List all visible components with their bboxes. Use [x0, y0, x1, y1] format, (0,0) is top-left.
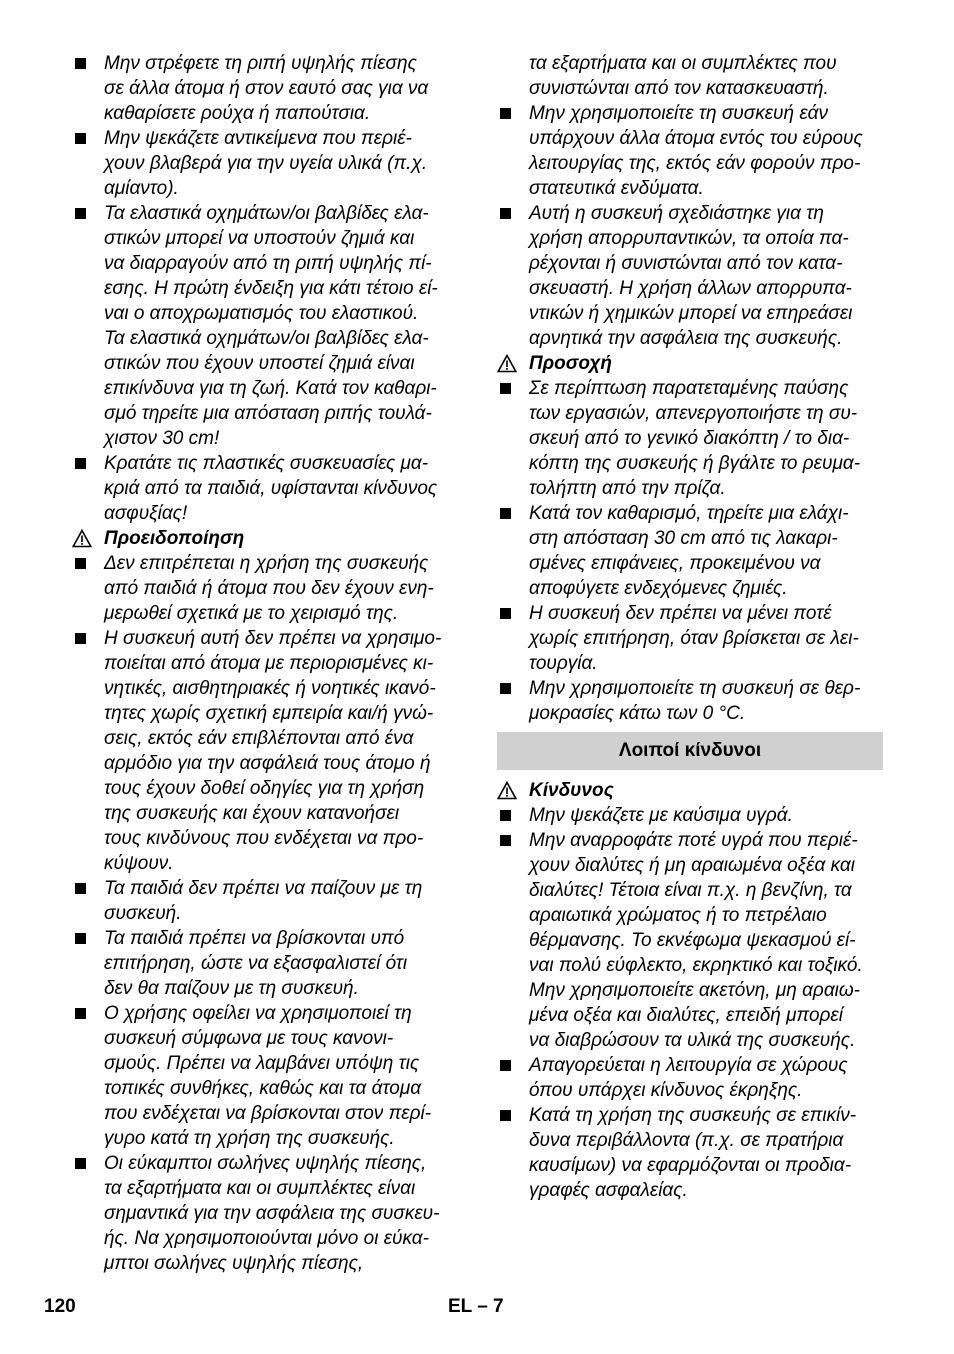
- square-bullet-icon: [75, 633, 86, 644]
- square-bullet-icon: [500, 810, 511, 821]
- list-item-text: Ο χρήσης οφείλει να χρησιμοποιεί τη συσκευή σύμφωνα με τους κανονι- σμούς. Πρέπει να λαμβάνει υπόψη τις τοπικές συνθήκες, καθώς και τα άτομα που ενδέχεται να βρίσκονται στον περί- γυρο κατά τη χρήση της συσκευής.: [104, 1003, 432, 1149]
- square-bullet-icon: [75, 558, 86, 569]
- danger-heading: [497, 778, 883, 803]
- warning-triangle-icon: [497, 781, 517, 800]
- square-bullet-icon: [500, 835, 511, 846]
- list-item: [72, 926, 467, 1001]
- continuation-text: [497, 51, 883, 101]
- list-item-text: Μην χρησιμοποιείτε τη συσκευή εάν υπάρχουν άλλα άτομα εντός του εύρους λειτουργίας της, εκτός εάν φορούν προ- στατευτικά ενδύματα.: [529, 103, 863, 199]
- list-item-text: Μην ψεκάζετε με καύσιμα υγρά.: [529, 805, 793, 826]
- square-bullet-icon: [500, 1110, 511, 1121]
- list-item: [497, 828, 883, 1053]
- list-item: [72, 1151, 467, 1276]
- list-item: [497, 803, 883, 828]
- list-item: [497, 1053, 883, 1103]
- left-list-1: [72, 51, 467, 526]
- list-item: [72, 201, 467, 451]
- warning-heading: [72, 526, 467, 551]
- warning-triangle-icon: [497, 354, 517, 373]
- list-item: [72, 126, 467, 201]
- list-item: [497, 376, 883, 501]
- list-item-text: Οι εύκαμπτοι σωλήνες υψηλής πίεσης, τα εξαρτήματα και οι συμπλέκτες είναι σημαντικά για την ασφάλεια της συσκευ- ής. Να χρησιμοποιούνται μόνο οι εύκα- μπτοι σωλήνες υψηλής πίεσης,: [104, 1153, 440, 1274]
- section-code: EL – 7: [448, 1296, 504, 1317]
- left-column: [72, 51, 467, 1276]
- square-bullet-icon: [75, 1158, 86, 1169]
- list-item-text: Μην χρησιμοποιείτε τη συσκευή σε θερ- μοκρασίες κάτω των 0 °C.: [529, 678, 861, 724]
- square-bullet-icon: [500, 683, 511, 694]
- square-bullet-icon: [75, 58, 86, 69]
- list-item-text: Μην στρέφετε τη ριπή υψηλής πίεσης σε άλλα άτομα ή στον εαυτό σας για να καθαρίσετε ρούχα ή παπούτσια.: [104, 53, 429, 124]
- square-bullet-icon: [500, 108, 511, 119]
- square-bullet-icon: [500, 508, 511, 519]
- left-list-2: [72, 551, 467, 1276]
- right-column: [497, 51, 883, 1203]
- list-item-text: Κατά τη χρήση της συσκευής σε επικίν- δυνα περιβάλλοντα (π.χ. σε πρατήρια καυσίμων) να εφαρμόζονται οι προδια- γραφές ασφαλείας.: [529, 1105, 857, 1201]
- caution-label: Προσοχή: [529, 353, 613, 374]
- warning-label: Προειδοποίηση: [104, 528, 245, 549]
- list-item-text: Κατά τον καθαρισμό, τηρείτε μια ελάχι- στη απόσταση 30 cm από τις λακαρι- σμένες επιφάνειες, προκειμένου να αποφύγετε ενδεχόμενες ζημιές.: [529, 503, 849, 599]
- list-item: [497, 1103, 883, 1203]
- list-item-text: Μην ψεκάζετε αντικείμενα που περιέ- χουν βλαβερά για την υγεία υλικά (π.χ. αμίαντο).: [104, 128, 428, 199]
- square-bullet-icon: [500, 608, 511, 619]
- square-bullet-icon: [500, 383, 511, 394]
- list-item-text: Μην αναρροφάτε ποτέ υγρά που περιέ- χουν διαλύτες ή μη αραιωμένα οξέα και διαλύτες! Τέτοια είναι π.χ. η βενζίνη, τα αραιωτικά χρώματος ή το πετρέλαιο θέρμανσης. Το εκνέφωμα ψεκασμού εί- ναι πολύ εύφλεκτο, εκρηκτικό και τοξικό. Μην χρησιμοποιείτε ακετόνη, μη αραιω- μένα οξέα και διαλύτες, επειδή μπορεί να διαβρώσουν τα υλικά της συσκευής.: [529, 830, 863, 1051]
- list-item-text: Η συσκευή αυτή δεν πρέπει να χρησιμο- ποιείται από άτομα με περιορισμένες κι- νητικές, αισθητηριακές ή νοητικές ικανό- τητες χωρίς σχετική εμπειρία και/ή γνώ- σεις, εκτός εάν επιβλέπονται από ένα αρμόδιο για την ασφάλειά τους άτομο ή τους έχουν δοθεί οδηγίες για τη χρήση της συσκευής και έχουν κατανοήσει τους κινδύνους που ενδέχεται να προ- κύψουν.: [104, 628, 442, 874]
- list-item: [72, 626, 467, 876]
- list-item-text: Απαγορεύεται η λειτουργία σε χώρους όπου υπάρχει κίνδυνος έκρηξης.: [529, 1055, 848, 1101]
- right-list-1: [497, 101, 883, 351]
- list-item: [72, 876, 467, 926]
- list-item: [72, 551, 467, 626]
- square-bullet-icon: [75, 933, 86, 944]
- list-item: [72, 1001, 467, 1151]
- list-item-text: Σε περίπτωση παρατεταμένης παύσης των εργασιών, απενεργοποιήστε τη συ- σκευή από το γενικό διακόπτη / το δια- κόπτη της συσκευής ή βγάλτε το ρευμα- τολήπτη από την πρίζα.: [529, 378, 861, 499]
- continuation-paragraph: τα εξαρτήματα και οι συμπλέκτες που συνιστώνται από τον κατασκευαστή.: [529, 53, 837, 99]
- list-item: [497, 601, 883, 676]
- list-item: [497, 101, 883, 201]
- list-item-text: Τα παιδιά πρέπει να βρίσκονται υπό επιτήρηση, ώστε να εξασφαλιστεί ότι δεν θα παίζουν με τη συσκευή.: [104, 928, 408, 999]
- right-list-3: [497, 803, 883, 1203]
- page-number: 120: [44, 1296, 76, 1317]
- danger-label: Κίνδυνος: [529, 780, 614, 801]
- square-bullet-icon: [75, 458, 86, 469]
- list-item-text: Κρατάτε τις πλαστικές συσκευασίες μα- κριά από τα παιδιά, υφίστανται κίνδυνος ασφυξίας!: [104, 453, 438, 524]
- warning-triangle-icon: [72, 529, 92, 548]
- list-item: [497, 201, 883, 351]
- list-item: [72, 451, 467, 526]
- caution-heading: [497, 351, 883, 376]
- list-item-text: Αυτή η συσκευή σχεδιάστηκε για τη χρήση απορρυπαντικών, τα οποία πα- ρέχονται ή συνιστώνται από τον κατα- σκευαστή. Η χρήση άλλων απορρυπα- ντικών ή χημικών μπορεί να επηρεάσει αρνητικά την ασφάλεια της συσκευής.: [529, 203, 853, 349]
- list-item: [497, 501, 883, 601]
- list-item-text: Δεν επιτρέπεται η χρήση της συσκευής από παιδιά ή άτομα που δεν έχουν ενη- μερωθεί σχετικά με το χειρισμό της.: [104, 553, 434, 624]
- square-bullet-icon: [75, 133, 86, 144]
- square-bullet-icon: [75, 883, 86, 894]
- right-list-2: [497, 376, 883, 726]
- list-item: [72, 51, 467, 126]
- section-title: Λοιποί κίνδυνοι: [497, 732, 883, 770]
- square-bullet-icon: [75, 208, 86, 219]
- square-bullet-icon: [500, 208, 511, 219]
- list-item-text: Τα παιδιά δεν πρέπει να παίζουν με τη συσκευή.: [104, 878, 423, 924]
- list-item-text: Τα ελαστικά οχημάτων/οι βαλβίδες ελα- στικών μπορεί να υποστούν ζημιά και να διαρραγούν από τη ριπή υψηλής πί- εσης. Η πρώτη ένδειξη για κάτι τέτοιο εί- ναι ο αποχρωματισμός του ελαστικού. Τα ελαστικά οχημάτων/οι βαλβίδες ελα- στικών που έχουν υποστεί ζημιά είναι επικίνδυνα για τη ζωή. Κατά τον καθαρι- σμό τηρείτε μια απόσταση ριπής τουλά- χιστον 30 cm!: [104, 203, 438, 449]
- list-item: [497, 676, 883, 726]
- list-item-text: Η συσκευή δεν πρέπει να μένει ποτέ χωρίς επιτήρηση, όταν βρίσκεται σε λει- τουργία.: [529, 603, 859, 674]
- square-bullet-icon: [75, 1008, 86, 1019]
- square-bullet-icon: [500, 1060, 511, 1071]
